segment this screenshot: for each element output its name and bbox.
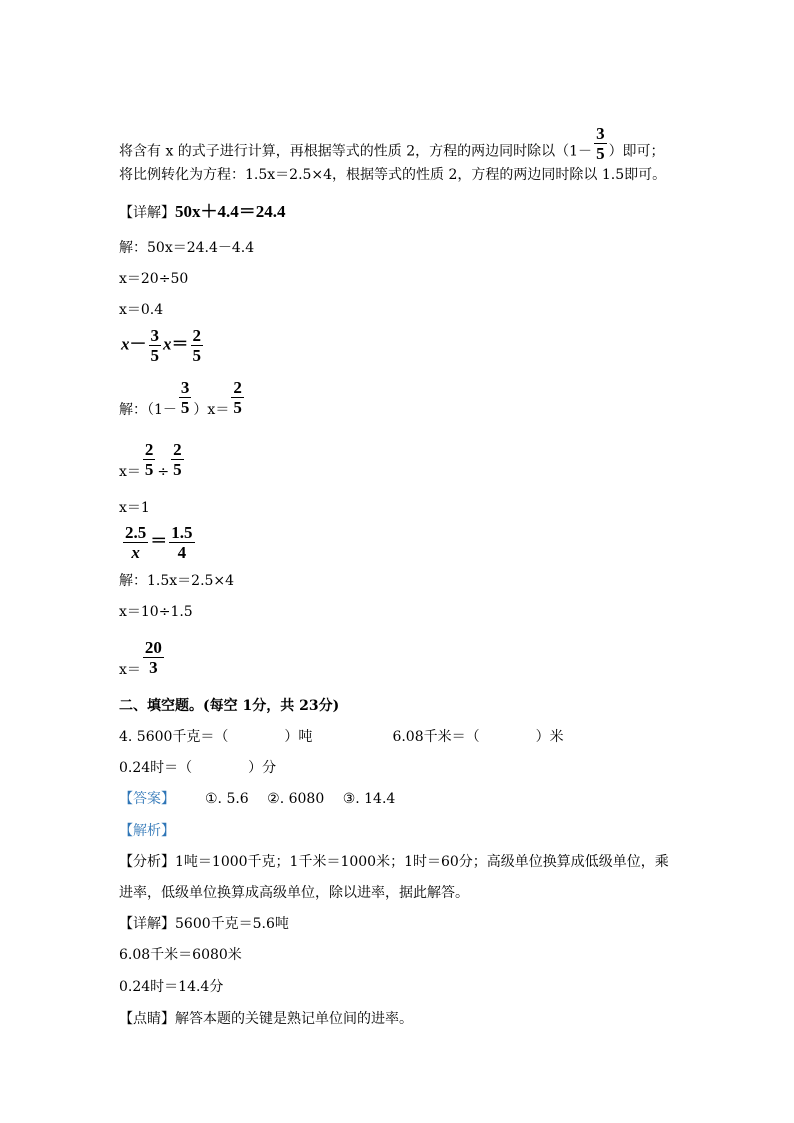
eq3-step-3	[119, 638, 166, 677]
answer-line	[119, 790, 395, 808]
eq2-s1-f2-num: 2	[233, 378, 242, 397]
eq3-s3-num: 20	[144, 638, 162, 657]
comment-line	[119, 1010, 413, 1028]
eq2-equals: ＝	[171, 334, 189, 354]
detail-label: 【详解】	[119, 205, 175, 221]
analysis-line-1	[119, 853, 669, 871]
intro-text-b: ）即可；	[608, 143, 665, 160]
eq3-f2-den: 4	[177, 543, 187, 562]
eq2-s1-fraction-2	[231, 378, 244, 417]
eq2-f1-den: 5	[150, 346, 159, 365]
eq2-fraction-1	[149, 326, 162, 365]
eq2-s2-text-a: x＝	[119, 463, 141, 480]
detail-heading-line	[119, 203, 286, 222]
eq2-s2-fraction-2	[171, 440, 184, 479]
eq3-fraction-2	[169, 523, 194, 562]
eq2-s1-f1-den: 5	[180, 398, 190, 417]
eq2-minus: －	[129, 334, 147, 354]
eq2-s2-f1-num: 2	[144, 440, 154, 459]
section2-heading: 二、填空题。(每空 1分，共 23分)	[119, 698, 340, 714]
eq2-f2-num: 2	[192, 326, 201, 345]
q4-line-2: 0.24时＝（ ）分	[119, 760, 277, 776]
answer-text: ①. 5.6 ②. 6080 ③. 14.4	[205, 791, 396, 807]
answer-label: 【答案】	[119, 791, 175, 807]
eq3-equals: ＝	[150, 531, 168, 551]
eq3-f2-num: 1.5	[171, 523, 193, 542]
eq2-f1-num: 3	[150, 326, 159, 345]
eq2-s1-fraction-1	[179, 378, 192, 417]
eq2-s2-f2-num: 2	[173, 440, 182, 459]
detail2-line-3: 0.24时＝14.4分	[119, 979, 224, 995]
eq3-step-1: 解：1.5x＝2.5×4	[119, 573, 235, 589]
analysis-sub-label: 【分析】	[119, 854, 175, 870]
analysis-label: 【解析】	[119, 823, 175, 839]
eq2-step-3: x＝1	[119, 500, 150, 516]
eq3-s3-den: 3	[149, 658, 158, 677]
analysis-text-1: 1吨＝1000千克；1千米＝1000米；1时＝60分；高级单位换算成低级单位，乘	[175, 854, 669, 870]
detail2-line-1	[119, 915, 289, 933]
intro-frac-num: 3	[596, 124, 605, 143]
eq1-step-3: x＝0.4	[119, 302, 164, 318]
eq2-x1: x	[121, 334, 130, 354]
eq3-fraction-1	[123, 523, 148, 562]
eq3-f1-den: x	[131, 543, 140, 562]
eq2-s1-f2-den: 5	[233, 398, 242, 417]
equation-1: 50x＋4.4＝24.4	[175, 202, 286, 221]
comment-label: 【点睛】	[119, 1011, 175, 1027]
comment-text: 解答本题的关键是熟记单位间的进率。	[175, 1011, 413, 1027]
intro-frac-den: 5	[596, 144, 605, 163]
eq2-step-2	[119, 440, 186, 479]
equation-3	[121, 523, 197, 562]
q4-part-a: 4. 5600千克＝（ ）吨	[119, 729, 313, 745]
q4-part-b: 6.08千米＝（ ）米	[392, 729, 564, 745]
eq3-f1-num: 2.5	[125, 523, 147, 542]
eq2-f2-den: 5	[192, 346, 201, 365]
intro-text-a: 将含有 x 的式子进行计算，再根据等式的性质 2，方程的两边同时除以（1－	[119, 143, 593, 160]
eq2-x2: x	[163, 334, 172, 354]
detail2-label: 【详解】	[119, 916, 175, 932]
eq3-s3-fraction	[143, 638, 164, 677]
eq2-s1-text-b: ）x＝	[193, 401, 230, 418]
intro-line-2: 将比例转化为方程：1.5x＝2.5×4，根据等式的性质 2，方程的两边同时除以 1.5即可。	[119, 167, 667, 183]
eq3-s3-text: x＝	[119, 661, 141, 678]
eq1-step-2: x＝20÷50	[119, 271, 189, 287]
eq1-step-1: 解：50x＝24.4－4.4	[119, 240, 255, 256]
analysis-line-2: 进率，低级单位换算成高级单位，除以进率，据此解答。	[119, 885, 469, 901]
intro-fraction	[594, 124, 607, 163]
equation-2	[121, 326, 205, 365]
eq2-s2-divide: ÷	[157, 463, 170, 480]
detail2-line-2: 6.08千米＝6080米	[119, 947, 242, 963]
eq2-s2-f1-den: 5	[144, 460, 154, 479]
q4-line-1	[119, 728, 564, 746]
eq2-step-1	[119, 378, 246, 417]
eq2-s1-f1-num: 3	[180, 378, 190, 397]
detail2-text-1: 5600千克＝5.6吨	[175, 916, 289, 932]
eq2-s2-f2-den: 5	[173, 460, 182, 479]
eq3-step-2: x＝10÷1.5	[119, 604, 193, 620]
eq2-s1-text-a: 解：（1－	[119, 401, 177, 418]
eq2-fraction-2	[191, 326, 204, 365]
eq2-s2-fraction-1	[143, 440, 156, 479]
